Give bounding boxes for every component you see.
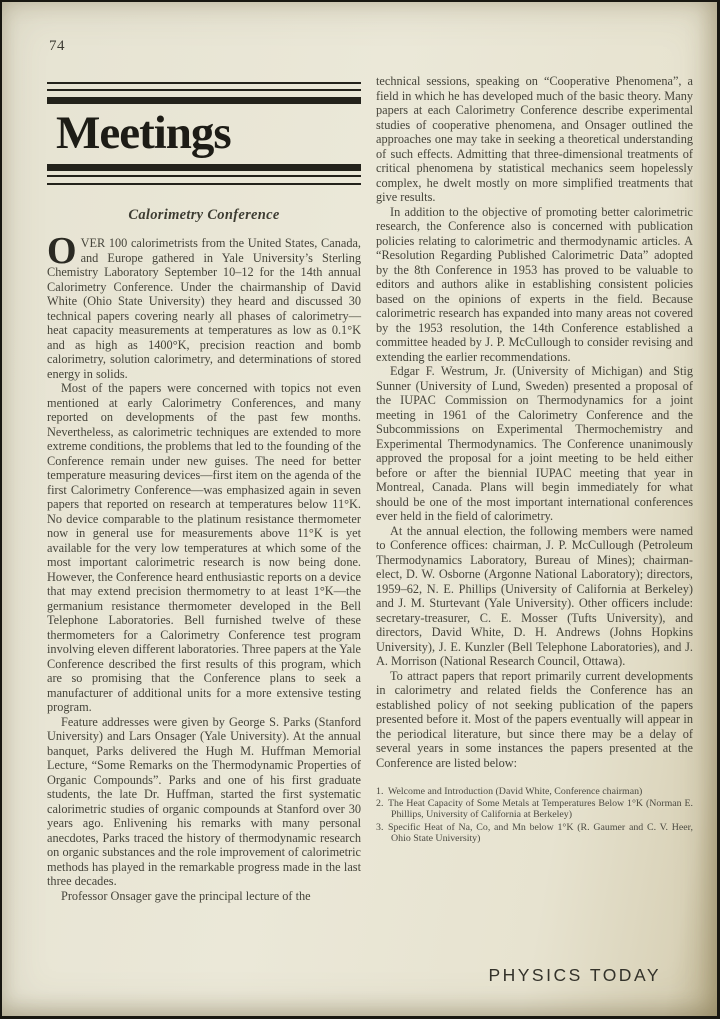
magazine-page xyxy=(2,2,717,1016)
paragraph: Feature addresses were given by George S. Parks (Stanford University) and Lars Onsager (Yale University). At the annual banquet, Parks delivered the Hugh M. Huffman Memorial Lecture, “Some Remarks on the Thermodynamic Properties of Organic Compounds”. Parks and one of his first graduate students, the late Dr. Huffman, started the first systematic calorimetric studies of organic compounds at Stanford over 30 years ago. Enlivening his remarks with many personal anecdotes, Parks traced the history of thermodynamic research on organic substances and the role improvement of calorimetric methods has played in the remarkable progress made in the last three decades. xyxy=(47,714,361,888)
paragraph xyxy=(47,230,361,381)
divider-rule xyxy=(47,164,361,171)
divider-rule xyxy=(47,97,361,104)
list-item xyxy=(376,822,693,844)
list-number: 2. xyxy=(376,798,384,810)
section-title: Meetings xyxy=(56,107,231,159)
list-item xyxy=(376,798,693,820)
article-title: Calorimetry Conference xyxy=(128,207,280,223)
divider-rule xyxy=(47,89,361,91)
left-column xyxy=(47,82,361,903)
list-number: 3. xyxy=(376,821,384,833)
page-number: 74 xyxy=(49,38,65,54)
drop-cap: O xyxy=(47,230,77,272)
paragraph: At the annual election, the following members were named to Conference offices: chairman, J. P. McCullough (Petroleum Thermodynamics Laboratory, Bureau of Mines); chairman-elect, D. W. Osborne (Argonne National Laboratory); directors, 1959–62, N. E. Phillips (University of California at Berkeley) and J. M. Sturtevant (Yale University). Other officers include: secretary-treasurer, C. E. Mosser (Tufts University), and directors, David White, D. H. Andrews (Johns Hopkins University), J. E. Kunzler (Bell Telephone Laboratories), and J. A. Morrison (National Research Council, Ottawa). xyxy=(376,523,693,668)
paragraph: Professor Onsager gave the principal lecture of the xyxy=(61,888,311,903)
conference-papers-list xyxy=(376,786,693,844)
right-column xyxy=(376,74,693,845)
journal-name: PHYSICS TODAY xyxy=(488,965,661,985)
paragraph-text: VER 100 calorimetrists from the United States, Canada, and Europe gathered in Yale University’s Sterling Chemistry Laboratory September 10–12 for the 14th annual Calorimetry Conference. Under the chairmanship of David White (Ohio State University) they heard and discussed 30 technical papers covering nearly all phases of calorimetry—heat capacity measurements at temperatures as low as 0.1°K and as high as 1400°K, precision reaction and bomb calorimetry, solution calorimetry, and determinations of stored energy in solids. xyxy=(47,236,361,381)
list-item-text: Specific Heat of Na, Co, and Mn below 1°K (R. Gaumer and C. V. Heer, Ohio State University) xyxy=(388,821,693,844)
divider-rule xyxy=(47,183,361,185)
list-item-text: Welcome and Introduction (David White, Conference chairman) xyxy=(388,786,643,797)
divider-rule xyxy=(47,82,361,84)
divider-rule xyxy=(47,175,361,177)
paragraph: To attract papers that report primarily current developments in calorimetry and related fields the Conference has an established policy of not seeking publication of the papers presented before it. Most of the papers eventually will appear in the periodical literature, but since there may be a delay of several years in some instances the papers presented at the Conference are listed below: xyxy=(376,668,693,770)
paragraph: Most of the papers were concerned with topics not even mentioned at early Calorimetry Conferences, and many reported on developments of the past few months. Nevertheless, as calorimetric techniques are extended to more extreme conditions, the problems that led to the founding of the Conference remain under new guises. The need for better temperature measuring devices—first item on the agenda of the first Calorimetry Conference—was emphasized again in seven papers that reported on research at temperatures below 11°K. No device comparable to the platinum resistance thermometer now in general use for measurements above 11°K is yet available for the very low temperatures at which some of the most important calorimetric research is now being done. However, the Conference heard enthusiastic reports on a device that may extend precision thermometry to at least 1°K—the germanium resistance thermometer developed in the Bell Telephone Laboratories. Bell furnished twelve of these thermometers for a Calorimetry Conference test program involving eleven different laboratories. Three papers at the Yale Conference described the first results of this program, which are so promising that the Conference plans to seek a manufacturer of additional units for a more extensive testing program. xyxy=(47,381,361,714)
paragraph: In addition to the objective of promoting better calorimetric research, the Conference also is concerned with publication policies relating to calorimetric and thermodynamic articles. A “Resolution Regarding Published Calorimetric Data” adopted by the 8th Conference in 1953 has proved to be valuable to editors and authors alike in establishing consistent policies based on the opinions of experts in the field. Because calorimetric research has expanded into many areas not covered by the 1953 resolution, the 14th Conference established a committee headed by J. P. McCullough to consider revising and extending the earlier recommendations. xyxy=(376,204,693,364)
paragraph: technical sessions, speaking on “Cooperative Phenomena”, a field in which he has developed much of the basic theory. Many papers at each Calorimetry Conference describe experimental studies of cooperative phenomena, and Onsager outlined the approaches one may take in seeking a theoretical understanding of such effects. Admitting that three-dimensional treatments of critical phenomena by statistical mechanics seem hopelessly complex, he dwelt mostly on more simplified treatments that give results. xyxy=(376,74,693,204)
list-item-text: The Heat Capacity of Some Metals at Temperatures Below 1°K (Norman E. Phillips, University of California at Berkeley) xyxy=(388,798,693,821)
list-item xyxy=(376,786,693,797)
meetings-masthead xyxy=(47,82,361,185)
list-number: 1. xyxy=(376,786,384,797)
paragraph: Edgar F. Westrum, Jr. (University of Michigan) and Stig Sunner (University of Lund, Sweden) presented a proposal of the IUPAC Commission on Thermodynamics for a joint meeting in 1961 of the Calorimetry Conference and the Subcommissions on Experimental Thermochemistry and Experimental Thermodynamics. The Conference unanimously approved the proposal for a joint meeting to be held either before or after the biennial IUPAC meeting that year in Montreal, Canada. Plans will begin immediately for what should be one of the most important international conferences ever held in the field of calorimetry. xyxy=(376,364,693,523)
